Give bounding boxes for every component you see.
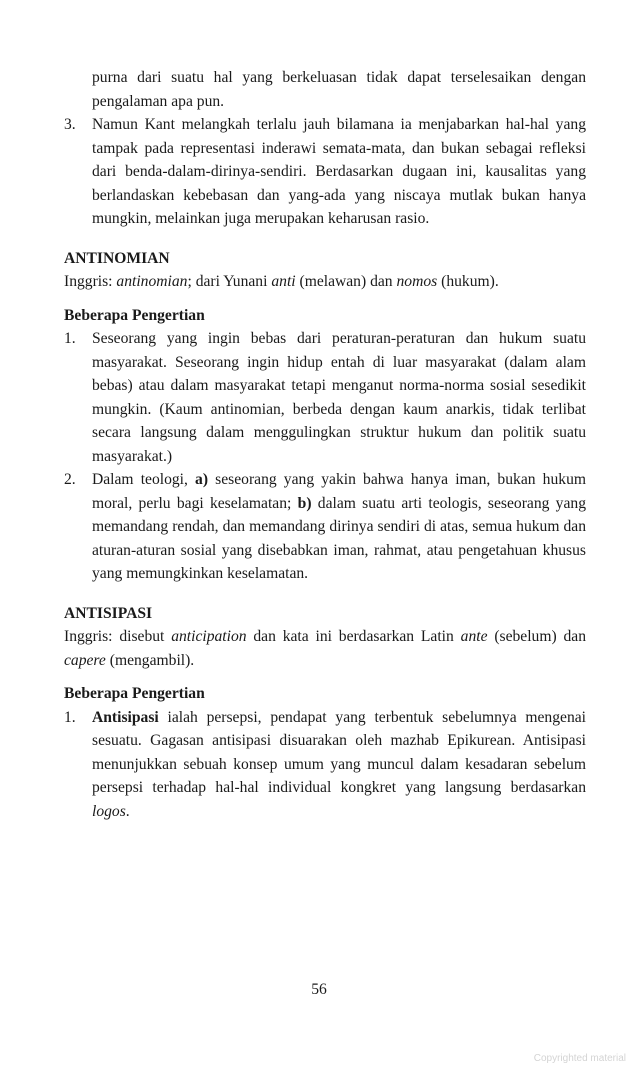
subheading-antinomian: Beberapa Pengertian bbox=[64, 306, 205, 324]
item-text-part: seseorang yang yakin bahwa hanya iman, bukan hukum moral, perlu bagi keselamatan; bbox=[92, 471, 586, 512]
etymology-antisipasi bbox=[64, 625, 586, 672]
list-item-3 bbox=[64, 113, 586, 231]
term-italic: logos bbox=[92, 802, 126, 820]
etym-term: anti bbox=[271, 273, 296, 290]
etym-text: (melawan) dan bbox=[295, 273, 397, 290]
antisipasi-item-1 bbox=[64, 706, 586, 824]
term-bold: Antisipasi bbox=[92, 708, 159, 726]
antinomian-item-2 bbox=[64, 468, 586, 586]
etym-term: anticipation bbox=[171, 628, 247, 645]
item-text: Seseorang yang ingin bebas dari peraturan-peraturan dan hukum suatu masyarakat. Seseorang ingin hidup entah di luar masyarakat (dalam alam bebas) atau dalam masyarakat tetapi menganut norma-norma sosial sesedikit mungkin. (Kaum antinomian, berbeda dengan kaum anarkis, tidak terlibat secara langsung dalam menggulingkan struktur hukum dan politik suatu masyarakat.) bbox=[92, 330, 586, 465]
item-text-part: . bbox=[125, 802, 130, 820]
entry-heading-antinomian: ANTINOMIAN bbox=[64, 249, 170, 267]
etym-text: (hukum). bbox=[437, 273, 499, 290]
item-marker-a: a) bbox=[195, 471, 209, 488]
etym-text: (mengambil). bbox=[105, 651, 195, 669]
etym-term: capere bbox=[64, 651, 106, 669]
item-text-part: ialah persepsi, pendapat yang terbentuk sebelumnya mengenai sesuatu. Gagasan antisipasi disuarakan oleh mazhab Epikurean. Antisipasi menunjukkan sebuah konsep umum yang muncul dalam kesadaran sebelum persepsi terhadap hal-hal individual kongkret yang langsung berdasarkan bbox=[92, 708, 586, 796]
item-number: 3. bbox=[64, 116, 76, 133]
entry-heading-antisipasi: ANTISIPASI bbox=[64, 604, 153, 622]
continuation-paragraph: purna dari suatu hal yang berkeluasan tidak dapat terselesaikan dengan pengalaman apa pun. bbox=[92, 69, 586, 110]
page-body bbox=[64, 66, 586, 823]
etym-term: antinomian bbox=[116, 273, 188, 290]
etym-text: ; dari Yunani bbox=[187, 273, 272, 290]
etym-text: Inggris: disebut bbox=[64, 628, 172, 645]
item-number: 1. bbox=[64, 708, 76, 726]
etym-text: Inggris: bbox=[64, 273, 117, 290]
item-text: Namun Kant melangkah terlalu jauh bilamana ia menjabarkan hal-hal yang tampak pada representasi inderawi semata-mata, dan bukan sebagai refleksi dari benda-dalam-dirinya-sendiri. Berdasarkan dugaan ini, kausalitas yang berlandaskan kebebasan dan yang-ada yang niscaya mutlak bukan hanya mungkin, melainkan juga merupakan keharusan rasio. bbox=[92, 116, 586, 227]
subheading-antisipasi: Beberapa Pengertian bbox=[64, 685, 205, 702]
item-text-part: dalam suatu arti teologis, seseorang yang memandang rendah, dan memandang dirinya sendiri di atas, semua hukum dan aturan-aturan sosial yang disebabkan iman, rahmat, atau pengetahuan khusus yang memungkinkan keselamatan. bbox=[92, 494, 586, 582]
etym-term: ante bbox=[460, 628, 488, 645]
etymology-antinomian bbox=[64, 270, 586, 294]
etym-term: nomos bbox=[396, 273, 438, 290]
item-text bbox=[92, 468, 586, 586]
item-text-part: Dalam teologi, bbox=[92, 471, 196, 488]
watermark: Copyrighted material bbox=[533, 1053, 626, 1064]
etym-text: (sebelum) dan bbox=[487, 628, 586, 645]
item-marker-b: b) bbox=[297, 494, 312, 512]
item-text bbox=[92, 706, 586, 824]
etym-text: dan kata ini berdasarkan Latin bbox=[246, 628, 461, 645]
item-number: 2. bbox=[64, 471, 76, 488]
antinomian-item-1 bbox=[64, 327, 586, 468]
item-number: 1. bbox=[64, 330, 76, 347]
page-number: 56 bbox=[311, 981, 327, 998]
